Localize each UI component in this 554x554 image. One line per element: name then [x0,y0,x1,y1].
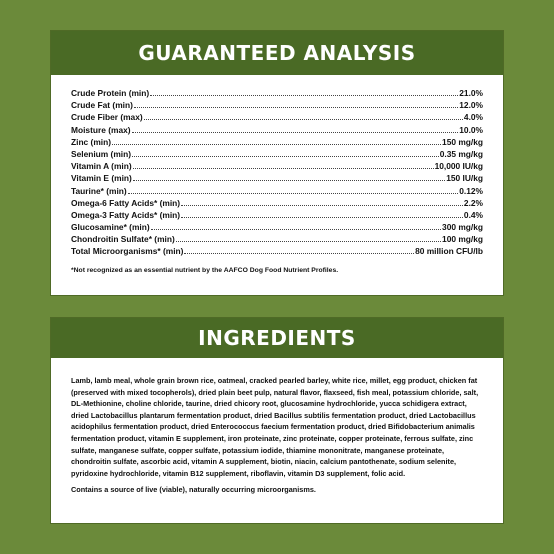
analysis-row-name: Vitamin E (min) [71,173,132,184]
analysis-row [71,124,483,136]
analysis-row-value: 21.0% [459,88,483,98]
analysis-row [71,111,483,123]
ingredients-title: INGREDIENTS [51,318,503,358]
guaranteed-analysis-table [51,75,503,274]
analysis-row-name: Crude Fat (min) [71,100,133,111]
analysis-row [71,148,483,160]
analysis-row-name: Crude Fiber (max) [71,112,143,123]
dot-leader [151,228,441,230]
analysis-row-value: 4.0% [463,112,483,123]
analysis-row-name: Total Microorganisms* (min) [71,246,184,257]
analysis-row [71,160,483,172]
guaranteed-analysis-title: GUARANTEED ANALYSIS [51,31,503,75]
dot-leader [150,94,458,96]
dot-leader [112,143,441,145]
analysis-row-value: 2.2% [463,197,483,208]
dot-leader [128,192,459,194]
ingredients-note: Contains a source of live (viable), naturally occurring microorganisms. [71,485,316,495]
analysis-row [71,221,483,233]
dot-leader [184,252,414,254]
analysis-row-value: 100 mg/kg [442,234,483,245]
analysis-row [71,209,483,221]
analysis-row [71,197,483,209]
dot-leader [132,131,459,133]
analysis-row-name: Omega-6 Fatty Acids* (min) [71,197,181,208]
analysis-row-value: 10,000 IU/kg [434,161,483,172]
analysis-row-value: 0.4% [463,209,483,220]
dot-leader [132,155,439,157]
dot-leader [181,204,463,206]
analysis-row-value: 300 mg/kg [442,222,483,233]
dot-leader [181,216,463,218]
analysis-row-name: Moisture (max) [71,124,131,135]
analysis-row-name: Taurine* (min) [71,185,127,196]
ingredients-list: Lamb, lamb meal, whole grain brown rice, oatmeal, cracked pearled barley, white rice, millet, egg product, chicken fat (preserved with mixed tocopherols), dried plain beet pulp, natural flavor, flaxseed, fish meal, potassium chloride, salt, DL-Methionine, choline chloride, taurine, dried chicory root, glucosamine hydrochloride, yucca schidigera extract, dried Lactobacillus plantarum fermentation product, dried Bacillus subtilis fermentation product, dried Lactobacillus acidophilus fermentation product, dried Enterococcus faecium fermentation product, dried Bifidobacterium animalis fermentation product, vitamin E supplement, iron proteinate, zinc proteinate, copper proteinate, ferrous sulfate, zinc sulfate, manganese sulfate, copper sulfate, potassium iodide, thiamine mononitrate, manganese proteinate, chondroitin sulfate, ascorbic acid, vitamin A supplement, biotin, niacin, calcium pantothenate, sodium selenite, pyridoxine hydrochloride, vitamin B12 supplement, riboflavin, vitamin D3 supplement, folic acid. [71,376,479,478]
analysis-row-name: Glucosamine* (min) [71,222,150,233]
analysis-row-value: 0.35 mg/kg [439,148,483,159]
analysis-row [71,99,483,111]
analysis-row [71,185,483,197]
ingredients-panel [50,317,504,524]
analysis-row-value: 80 million CFU/lb [415,246,483,257]
dot-leader [144,118,463,120]
dot-leader [134,106,458,108]
ingredients-body [51,358,503,494]
guaranteed-analysis-panel [50,30,504,296]
analysis-row [71,172,483,184]
analysis-row-value: 0.12% [459,185,483,196]
analysis-row-name: Vitamin A (min) [71,161,132,172]
analysis-row-name: Chondroitin Sulfate* (min) [71,234,175,245]
guaranteed-analysis-footnote: *Not recognized as an essential nutrient by the AAFCO Dog Food Nutrient Profiles. [71,266,339,274]
dot-leader [176,240,441,242]
dot-leader [133,179,445,181]
analysis-row [71,87,483,99]
analysis-row-name: Crude Protein (min) [71,88,150,98]
analysis-row-name: Omega-3 Fatty Acids* (min) [71,209,181,220]
analysis-row [71,136,483,148]
analysis-row-value: 12.0% [459,100,483,111]
dot-leader [133,167,434,169]
analysis-row-value: 10.0% [459,124,483,135]
analysis-row [71,245,483,257]
analysis-row-value: 150 mg/kg [442,136,483,147]
analysis-row-name: Selenium (min) [71,148,132,159]
analysis-row-value: 150 IU/kg [446,173,483,184]
analysis-row-name: Zinc (min) [71,136,112,147]
analysis-row [71,233,483,245]
